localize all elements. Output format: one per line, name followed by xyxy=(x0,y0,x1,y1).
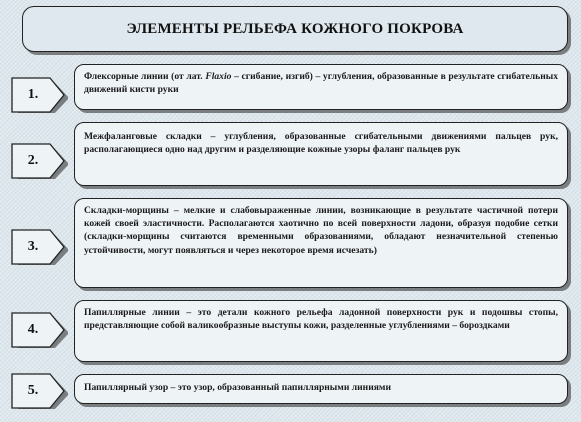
item-box-3 xyxy=(74,198,568,288)
item-text-a: – это детали кожного рельефа ладонной поверхности рук и подошвы стопы, представляющие собой валикообразные выступы кожи, разделенные углублениями – бороздками xyxy=(84,307,558,332)
item-number: 5. xyxy=(27,383,39,398)
item-number: 4. xyxy=(27,322,39,337)
item-text-a: – мелкие и слабовыраженные линии, возникающие в результате частичной потери кожей своей эластичности. Располагаются хаотично по всей поверхности ладони, образуя подобие сетки (складки-морщины считаются временными образованиями, обладают незначительной степенью устойчивости, могут появляться и через некоторое время исчезать) xyxy=(84,205,558,256)
item-term: Флексорные линии xyxy=(84,71,169,82)
item-text-a: (от лат. xyxy=(168,71,206,82)
item-number: 2. xyxy=(27,153,39,168)
arrow-marker-5 xyxy=(10,372,68,410)
item-text-b: – сгибание, изгиб) – углубления, образованные в результате сгибательных движений кисти руки xyxy=(84,71,559,96)
item-term: Папиллярный узор xyxy=(84,382,169,393)
item-term: Складки-морщины xyxy=(84,205,169,216)
arrow-marker-3 xyxy=(10,228,68,266)
item-box-1 xyxy=(74,64,568,110)
item-latin: Flaxio xyxy=(205,71,232,82)
title-box xyxy=(22,6,568,52)
arrow-marker-1 xyxy=(10,76,68,114)
item-term: Межфаланговые складки xyxy=(84,131,202,142)
item-number: 3. xyxy=(27,239,39,254)
arrow-marker-2 xyxy=(10,142,68,180)
item-box-5 xyxy=(74,374,568,404)
item-box-2 xyxy=(74,122,568,186)
item-text-a: – это узор, образованный папиллярными линиями xyxy=(168,382,391,393)
item-box-4 xyxy=(74,300,568,362)
item-term: Папиллярные линии xyxy=(84,307,180,318)
item-text-a: – углубления, образованные сгибательными движениями пальцев рук, располагающиеся одно над другим и разделяющие кожные узоры фаланг пальцев рук xyxy=(84,131,558,156)
arrow-marker-4 xyxy=(10,311,68,349)
item-number: 1. xyxy=(27,87,39,102)
page-title: ЭЛЕМЕНТЫ РЕЛЬЕФА КОЖНОГО ПОКРОВА xyxy=(126,20,464,37)
